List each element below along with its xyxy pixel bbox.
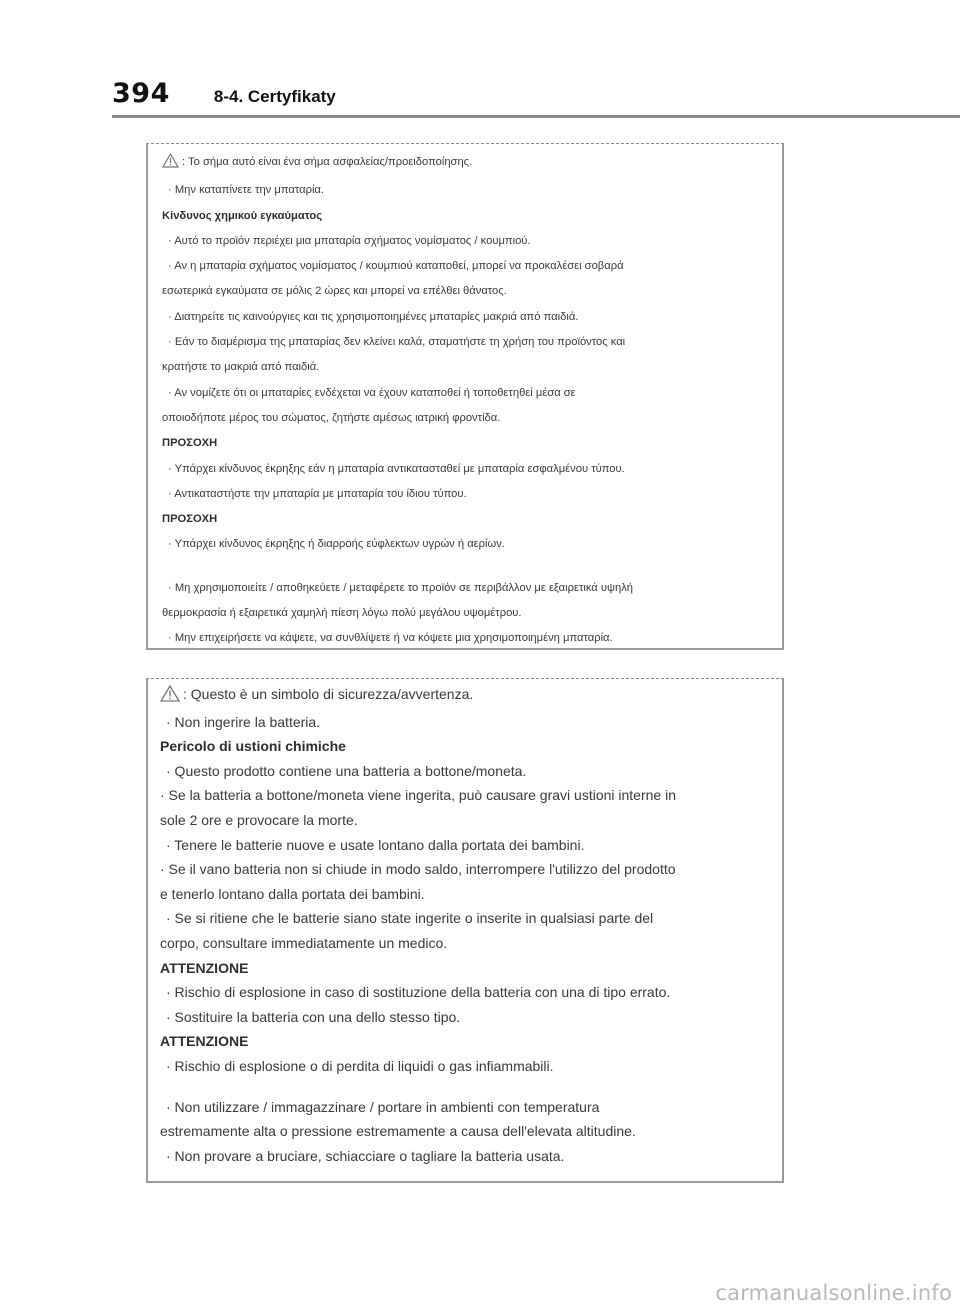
list-item: · Μη χρησιμοποιείτε / αποθηκεύετε / μεταφέρετε το προϊόν σε περιβάλλον με εξαιρετικά υψηλή: [168, 581, 634, 594]
list-item: · Se il vano batteria non si chiude in modo saldo, interrompere l'utilizzo del prodotto: [160, 861, 676, 878]
list-item: · Se si ritiene che le batterie siano state ingerite o inserite in qualsiasi parte del: [166, 910, 654, 927]
list-item: · Sostituire la batteria con una dello stesso tipo.: [166, 1008, 461, 1025]
list-item: · Αν νομίζετε ότι οι μπαταρίες ενδέχεται να έχουν καταποθεί ή τοποθετηθεί μέσα σε: [168, 386, 576, 399]
watermark: carmanualsonline.info: [715, 1281, 952, 1305]
list-item: · Αν η μπαταρία σχήματος νομίσματος / κουμπιού καταποθεί, μπορεί να προκαλέσει σοβαρά: [168, 260, 624, 273]
list-item: · Rischio di esplosione in caso di sostituzione della batteria con una di tipo errato.: [166, 984, 671, 1001]
list-item-continuation: οποιοδήποτε μέρος του σώματος, ζητήστε αμέσως ιατρική φροντίδα.: [162, 411, 501, 424]
caution-heading: ATTENZIONE: [160, 1033, 249, 1050]
caution-heading: ΠΡΟΣΟΧΗ: [162, 437, 218, 450]
list-item: · Αντικαταστήστε την μπαταρία με μπαταρία του ίδιου τύπου.: [168, 487, 467, 500]
list-item: · Tenere le batterie nuove e usate lontano dalla portata dei bambini.: [166, 836, 585, 853]
spacer: [160, 1079, 772, 1095]
list-item-continuation: κρατήστε το μακριά από παιδιά.: [162, 361, 320, 374]
page-header: [112, 78, 336, 109]
list-item: · Μην καταπίνετε την μπαταρία.: [168, 184, 325, 197]
symbol-text: : Το σήμα αυτό είναι ένα σήμα ασφαλείας/προειδοποίησης.: [182, 156, 473, 168]
header-divider: [112, 115, 960, 118]
list-item: · Διατηρείτε τις καινούργιες και τις χρησιμοποιημένες μπαταρίες μακριά από παιδιά.: [168, 310, 579, 323]
caution-heading: ΠΡΟΣΟΧΗ: [162, 513, 218, 526]
list-item: · Non provare a bruciare, schiacciare o tagliare la batteria usata.: [166, 1147, 565, 1164]
page-number: 394: [112, 78, 170, 109]
section-title: 8-4. Certyfikaty: [213, 87, 336, 106]
list-item: · Questo prodotto contiene una batteria a bottone/moneta.: [166, 762, 527, 779]
list-item: · Non ingerire la batteria.: [166, 713, 321, 730]
list-item: · Non utilizzare / immagazzinare / portare in ambienti con temperatura: [166, 1098, 600, 1115]
warning-triangle-icon: [160, 685, 180, 710]
spacer: [162, 558, 772, 576]
list-item-continuation: sole 2 ore e provocare la morte.: [160, 811, 358, 828]
list-item: · Υπάρχει κίνδυνος έκρηξης ή διαρροής εύφλεκτων υγρών ή αερίων.: [168, 538, 505, 551]
symbol-line: [160, 682, 772, 710]
caution-heading: ATTENZIONE: [160, 959, 249, 976]
symbol-line: [162, 150, 772, 178]
list-item: · Αυτό το προϊόν περιέχει μια μπαταρία σχήματος νομίσματος / κουμπιού.: [168, 234, 531, 247]
symbol-text: : Questo è un simbolo di sicurezza/avvertenza.: [183, 686, 474, 702]
greek-safety-notice: [146, 143, 784, 650]
warning-triangle-icon: [162, 153, 179, 178]
section-heading: Pericolo di ustioni chimiche: [160, 738, 346, 755]
list-item-continuation: θερμοκρασία ή εξαιρετικά χαμηλή πίεση λόγω πολύ μεγάλου υψομέτρου.: [162, 607, 522, 620]
italian-safety-notice: [146, 678, 784, 1183]
list-item-continuation: corpo, consultare immediatamente un medico.: [160, 934, 448, 951]
list-item: · Υπάρχει κίνδυνος έκρηξης εάν η μπαταρία αντικατασταθεί με μπαταρία εσφαλμένου τύπου.: [168, 462, 625, 475]
section-heading: Κίνδυνος χημικού εγκαύματος: [162, 209, 323, 222]
list-item: · Μην επιχειρήσετε να κάψετε, να συνθλίψετε ή να κόψετε μια χρησιμοποιημένη μπαταρία.: [168, 632, 613, 645]
list-item-continuation: e tenerlo lontano dalla portata dei bambini.: [160, 885, 425, 902]
list-item: · Se la batteria a bottone/moneta viene ingerita, può causare gravi ustioni interne in: [160, 787, 676, 804]
list-item-continuation: estremamente alta o pressione estremamente a causa dell'elevata altitudine.: [160, 1123, 636, 1140]
list-item: · Rischio di esplosione o di perdita di liquidi o gas infiammabili.: [166, 1057, 554, 1074]
list-item: · Εάν το διαμέρισμα της μπαταρίας δεν κλείνει καλά, σταματήστε τη χρήση του προϊόντος και: [168, 336, 626, 349]
list-item-continuation: εσωτερικά εγκαύματα σε μόλις 2 ώρες και μπορεί να επέλθει θάνατος.: [162, 285, 507, 298]
